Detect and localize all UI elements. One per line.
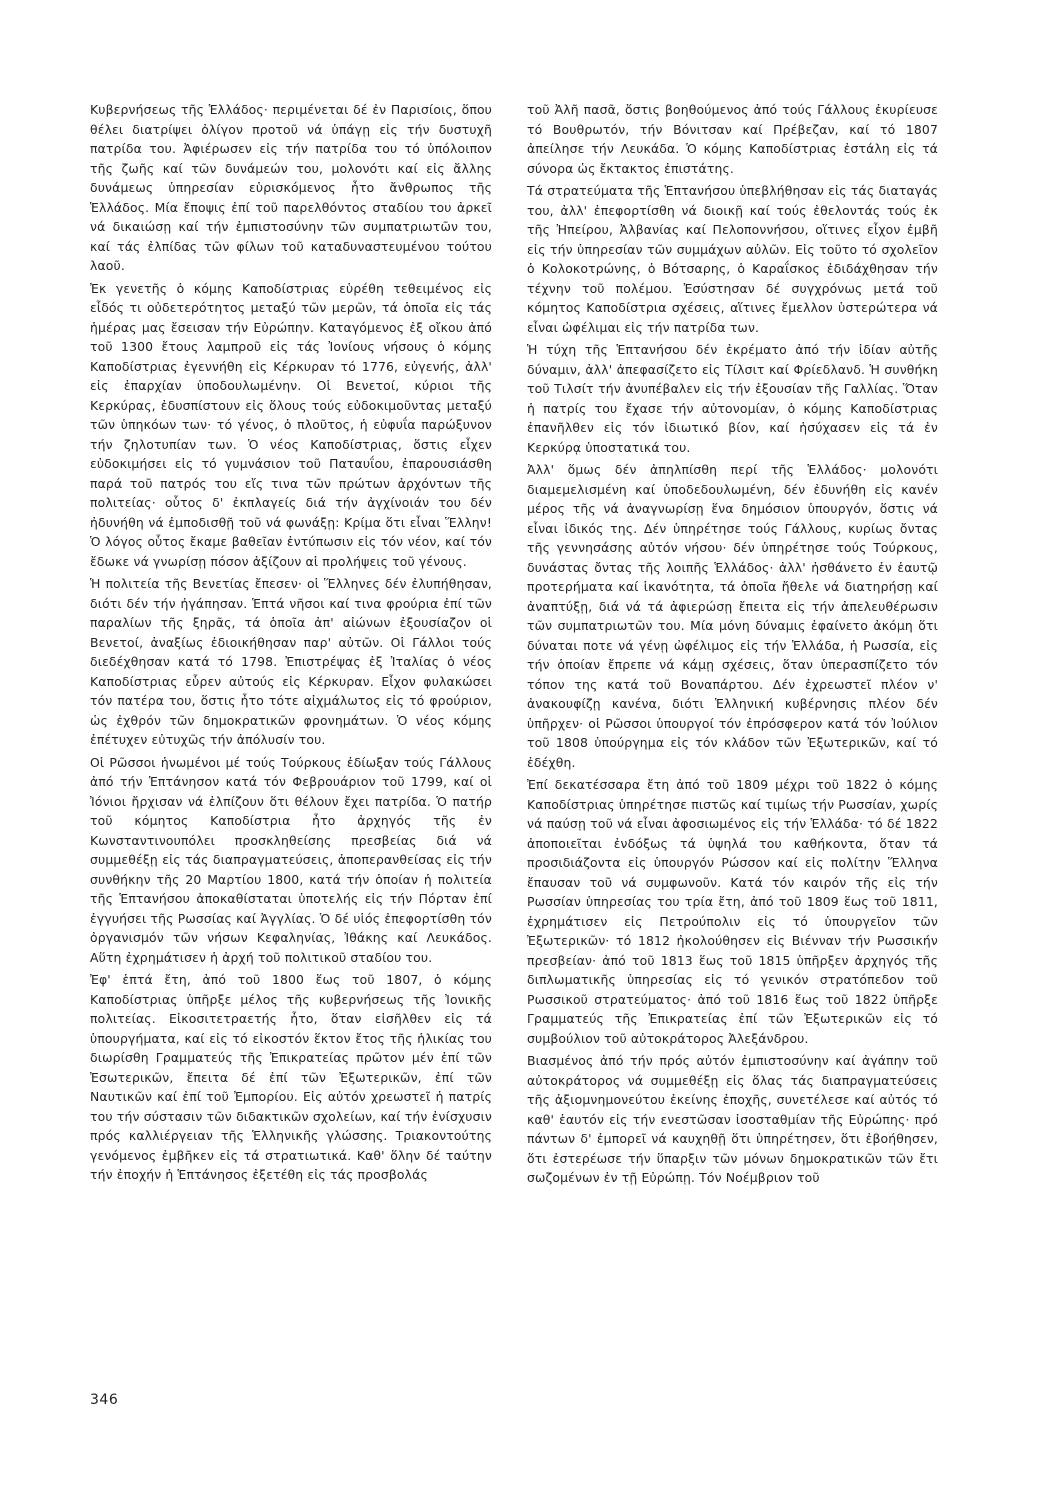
- paragraph: Ἐφ' ἑπτά ἔτη, ἀπό τοῦ 1800 ἕως τοῦ 1807, ὁ κόμης Καποδίστριας ὑπῆρξε μέλος τῆς κυβερνήσεως τῆς Ἰονικῆς πολιτείας. Εἰκοσιτετραετής ἦτο, ὅταν εἰσῆλθεν εἰς τά ὑπουργήματα, καί εἰς τό εἰκοστόν ἕκτον ἔτος τῆς ἡλικίας του διωρίσθη Γραμματεύς τῆς Ἐπικρατείας πρῶτον μέν ἐπί τῶν Ἐσωτερικῶν, ἔπειτα δέ ἐπί τῶν Ἐξωτερικῶν, ἐπί τῶν Ναυτικῶν καί ἐπί τοῦ Ἐμπορίου. Εἰς αὐτόν χρεωστεῖ ἡ πατρίς του τήν σύστασιν τῶν διδακτικῶν σχολείων, καί τήν ἐνίσχυσιν πρός καλλιέργειαν τῆς Ἑλληνικῆς γλώσσης. Τριακοντούτης γενόμενος ἐμβῆκεν εἰς τά στρατιωτικά. Καθ' ὅλην δέ ταύτην τήν ἐποχήν ἡ Ἑπτάνησος ἐξετέθη εἰς τάς προσβολάς: [90, 972, 492, 1182]
- paragraph: Κυβερνήσεως τῆς Ἑλλάδος· περιμένεται δέ ἐν Παρισίοις, ὅπου θέλει διατρίψει ὀλίγον προτοῦ νά ὑπάγῃ εἰς τήν δυστυχῆ πατρίδα του. Ἀφιέρωσεν εἰς τήν πατρίδα του τό ὑπόλοιπον τῆς ζωῆς καί τῶν δυνάμεών του, μολονότι καί εἰς ἄλλης δυνάμεως ὑπηρεσίαν εὑρισκόμενος ἦτο ἄνθρωπος τῆς Ἑλλάδος. Μία ἔποψις ἐπί τοῦ παρελθόντος σταδίου του ἀρκεῖ νά δικαιώσῃ καί τήν ἐμπιστοσύνην τῶν συμπατριωτῶν του, καί τάς ἐλπίδας τῶν φίλων τοῦ καταδυναστευμένου τούτου λαοῦ.: [90, 102, 492, 273]
- left-text-column: [90, 100, 492, 1188]
- right-text-column: [527, 100, 938, 1191]
- paragraph: Τά στρατεύματα τῆς Ἑπτανήσου ὑπεβλήθησαν εἰς τάς διαταγάς του, ἀλλ' ἐπεφορτίσθη νά διοικῇ καί τούς ἐθελοντάς τούς ἐκ τῆς Ἠπείρου, Ἀλβανίας καί Πελοποννήσου, οἵτινες εἶχον ἐμβῆ εἰς τήν ὑπηρεσίαν τῶν συμμάχων αὐλῶν. Εἰς τοῦτο τό σχολεῖον ὁ Κολοκοτρώνης, ὁ Βότσαρης, ὁ Καραΐσκος ἐδιδάχθησαν τήν τέχνην τοῦ πολέμου. Ἐσύστησαν δέ συγχρόνως μετά τοῦ κόμητος Καποδίστρια σχέσεις, αἵτινες ἔμελλον ὑστερώτερα νά εἶναι ὠφέλιμαι εἰς τήν πατρίδα των.: [527, 183, 938, 335]
- paragraph: Οἱ Ρῶσσοι ἡνωμένοι μέ τούς Τούρκους ἐδίωξαν τούς Γάλλους ἀπό τήν Ἑπτάνησον κατά τόν Φεβρουάριον τοῦ 1799, καί οἱ Ἰόνιοι ἤρχισαν νά ἐλπίζουν ὅτι θέλουν ἔχει πατρίδα. Ὁ πατήρ τοῦ κόμητος Καποδίστρια ἦτο ἀρχηγός τῆς ἐν Κωνσταντινουπόλει προσκληθείσης πρεσβείας διά νά συμμεθέξῃ εἰς τάς διαπραγματεύσεις, ἀποπερανθείσας εἰς τήν συνθήκην τῆς 20 Μαρτίου 1800, κατά τήν ὁποίαν ἡ πολιτεία τῆς Ἑπτανήσου ἀποκαθίσταται ὑποτελής εἰς τήν Πόρταν ἐπί ἐγγυήσει τῆς Ρωσσίας καί Ἀγγλίας. Ὁ δέ υἱός ἐπεφορτίσθη τόν ὀργανισμόν τῶν νήσων Κεφαληνίας, Ἰθάκης καί Λευκάδος. Αὕτη ἐχρημάτισεν ἡ ἀρχή τοῦ πολιτικοῦ σταδίου του.: [90, 754, 492, 965]
- paragraph: Ἡ τύχη τῆς Ἑπτανήσου δέν ἐκρέματο ἀπό τήν ἰδίαν αὐτῆς δύναμιν, ἀλλ' ἀπεφασίζετο εἰς Τίλσιτ καί Φρίεδλανδ. Ἡ συνθήκη τοῦ Τιλσίτ τήν ἀνυπέβαλεν εἰς τήν ἐξουσίαν τῆς Γαλλίας. Ὅταν ἡ πατρίς του ἔχασε τήν αὐτονομίαν, ὁ κόμης Καποδίστριας ἐπανῆλθεν εἰς τόν ἰδιωτικό βίον, καί ἡσύχασεν εἰς τά ἐν Κερκύρᾳ ὑποστατικά του.: [527, 342, 938, 455]
- paragraph: Ἐπί δεκατέσσαρα ἔτη ἀπό τοῦ 1809 μέχρι τοῦ 1822 ὁ κόμης Καποδίστριας ὑπηρέτησε πιστῶς καί τιμίως τήν Ρωσσίαν, χωρίς νά παύσῃ τοῦ νά εἶναι ἀφοσιωμένος εἰς τήν Ἑλλάδα· τό δέ 1822 ἀποποιεῖται ἐνδόξως τά ὑψηλά του καθήκοντα, ὅταν τά προσιδιάζοντα εἰς ὑπουργόν Ρώσσον καί εἰς πολίτην Ἕλληνα ἔπαυσαν τοῦ νά συμφωνοῦν. Κατά τόν καιρόν τῆς εἰς τήν Ρωσσίαν ὑπηρεσίας του τρία ἔτη, ἀπό τοῦ 1809 ἕως τοῦ 1811, ἐχρημάτισεν εἰς Πετρούπολιν εἰς τό ὑπουργεῖον τῶν Ἐξωτερικῶν· τό 1812 ἠκολούθησεν εἰς Βιένναν τήν Ρωσσικήν πρεσβείαν· ἀπό τοῦ 1813 ἕως τοῦ 1815 ὑπῆρξεν ἀρχηγός τῆς διπλωματικῆς ὑπηρεσίας εἰς τό γενικόν στρατόπεδον τοῦ Ρωσσικοῦ στρατεύματος· ἀπό τοῦ 1816 ἕως τοῦ 1822 ὑπῆρξε Γραμματεύς τῆς Ἐπικρατείας ἐπί τῶν Ἐξωτερικῶν εἰς τό συμβούλιον τοῦ αὐτοκράτορος Ἀλεξάνδρου.: [527, 777, 938, 1046]
- paragraph: Ἡ πολιτεία τῆς Βενετίας ἔπεσεν· οἱ Ἕλληνες δέν ἐλυπήθησαν, διότι δέν τήν ἠγάπησαν. Ἑπτά νῆσοι καί τινα φρούρια ἐπί τῶν παραλίων τῆς ξηρᾶς, τά ὁποῖα ἀπ' αἰώνων ἐξουσίαζον οἱ Βενετοί, ἀναξίως ἐδιοικήθησαν παρ' αὐτῶν. Οἱ Γάλλοι τούς διεδέχθησαν κατά τό 1798. Ἐπιστρέψας ἐξ Ἰταλίας ὁ νέος Καποδίστριας εὗρεν αὐτούς εἰς Κέρκυραν. Εἶχον φυλακώσει τόν πατέρα του, ὅστις ἦτο τότε αἰχμάλωτος εἰς τό φρούριον, ὡς ἐχθρόν τῶν δημοκρατικῶν φρονημάτων. Ὁ νέος κόμης ἐπέτυχεν εὐτυχῶς τήν ἀπόλυσίν του.: [90, 576, 492, 747]
- paragraph: Ἀλλ' ὅμως δέν ἀπηλπίσθη περί τῆς Ἑλλάδος· μολονότι διαμεμελισμένη καί ὑποδεδουλωμένη, δέν ἐδυνήθη εἰς κανέν μέρος τῆς νά ἀναγνωρίσῃ ἕνα δημόσιον ὑπουργόν, ὅστις νά εἶναι ἰδικός της. Δέν ὑπηρέτησε τούς Γάλλους, κυρίως ὄντας τῆς γεννησάσης αὐτόν νήσου· δέν ὑπηρέτησε τούς Τούρκους, δυνάστας ὄντας τῆς λοιπῆς Ἑλλάδος· ἀλλ' ἠσθάνετο ἐν ἑαυτῷ προτερήματα καί ἱκανότητα, τά ὁποῖα ἤθελε νά διατηρήσῃ καί ἀναπτύξῃ, διά νά τά ἀφιερώσῃ ἔπειτα εἰς τήν ἀπελευθέρωσιν τῶν συμπατριωτῶν του. Μία μόνη δύναμις ἐφαίνετο ἀκόμη ὅτι δύναται ποτε νά γένῃ ὠφέλιμος εἰς τήν Ἑλλάδα, ἡ Ρωσσία, εἰς τήν ὁποίαν ἔπρεπε νά κάμῃ σχέσεις, ὅταν ὑπερασπίζετο τόν τόπον της κατά τοῦ Βοναπάρτου. Δέν ἐχρεωστεῖ πλέον ν' ἀνακουφίζῃ κανένα, διότι Ἑλληνική κυβέρνησις πλέον δέν ὑπῆρχεν· οἱ Ρῶσσοι ὑπουργοί τόν ἐπρόσφερον κατά τόν Ἰούλιον τοῦ 1808 ὑπούργημα εἰς τόν κλάδον τῶν Ἐξωτερικῶν, καί τό ἐδέχθη.: [527, 462, 938, 770]
- paragraph: τοῦ Ἀλῆ πασᾶ, ὅστις βοηθούμενος ἀπό τούς Γάλλους ἐκυρίευσε τό Βουθρωτόν, τήν Βόνιτσαν καί Πρέβεζαν, καί τό 1807 ἀπείλησε τήν Λευκάδα. Ὁ κόμης Καποδίστριας ἐστάλη εἰς τά σύνορα ὡς ἔκτακτος ἐπιστάτης.: [527, 102, 938, 176]
- page-number: 346: [90, 1392, 119, 1408]
- paragraph: Ἐκ γενετῆς ὁ κόμης Καποδίστριας εὑρέθη τεθειμένος εἰς εἶδός τι οὐδετερότητος μεταξύ τῶν μερῶν, τά ὁποῖα εἰς τάς ἡμέρας μας ἔσεισαν τήν Εὐρώπην. Καταγόμενος ἐξ οἴκου ἀπό τοῦ 1300 ἔτους λαμπροῦ εἰς τάς Ἰονίους νήσους ὁ κόμης Καποδίστριας ἐγεννήθη εἰς Κέρκυραν τό 1776, εὐγενής, ἀλλ' εἰς ἐπαρχίαν ὑποδουλωμένην. Οἱ Βενετοί, κύριοι τῆς Κερκύρας, ἐδυσπίστουν εἰς ὅλους τούς εὐδοκιμοῦντας μεταξύ τῶν ὑπηκόων των· τό γένος, ὁ πλοῦτος, ἡ εὐφυΐα παρώξυνον τήν ζηλοτυπίαν των. Ὁ νέος Καποδίστριας, ὅστις εἶχεν εὐδοκιμήσει εἰς τό γυμνάσιον τοῦ Παταυΐου, ἐπαρουσιάσθη παρά τοῦ πατρός του εἴς τινα τῶν πρώτων ἀρχόντων τῆς πολιτείας· οὗτος δ' ἐκπλαγείς διά τήν ἀγχίνοιάν του δέν ἠδυνήθη νά ἐμποδισθῇ τοῦ νά φωνάξῃ: Κρίμα ὅτι εἶναι Ἕλλην! Ὁ λόγος οὗτος ἔκαμε βαθεῖαν ἐντύπωσιν εἰς τόν νέον, καί τόν ἔδωκε νά γνωρίσῃ πόσον ἀξίζουν αἱ προλήψεις τοῦ γένους.: [90, 280, 492, 569]
- paragraph: Βιασμένος ἀπό τήν πρός αὐτόν ἐμπιστοσύνην καί ἀγάπην τοῦ αὐτοκράτορος νά συμμεθέξῃ εἰς ὅλας τάς διαπραγματεύσεις τῆς ἀξιομνημονεύτου ἐκείνης ἐποχῆς, συνετέλεσε καί αὐτός τό καθ' ἑαυτόν εἰς τήν ενεστῶσαν ἰσοσταθμίαν τῆς Εὐρώπης· πρό πάντων δ' ἐμπορεῖ νά καυχηθῇ ὅτι ὑπηρέτησεν, ὅτι ἐβοήθησεν, ὅτι ἐστερέωσε τήν ὕπαρξιν τῶν μόνων δημοκρατικῶν τῶν ἔτι σωζομένων ἐν τῇ Εὐρώπῃ. Τόν Νοέμβριον τοῦ: [527, 1053, 938, 1185]
